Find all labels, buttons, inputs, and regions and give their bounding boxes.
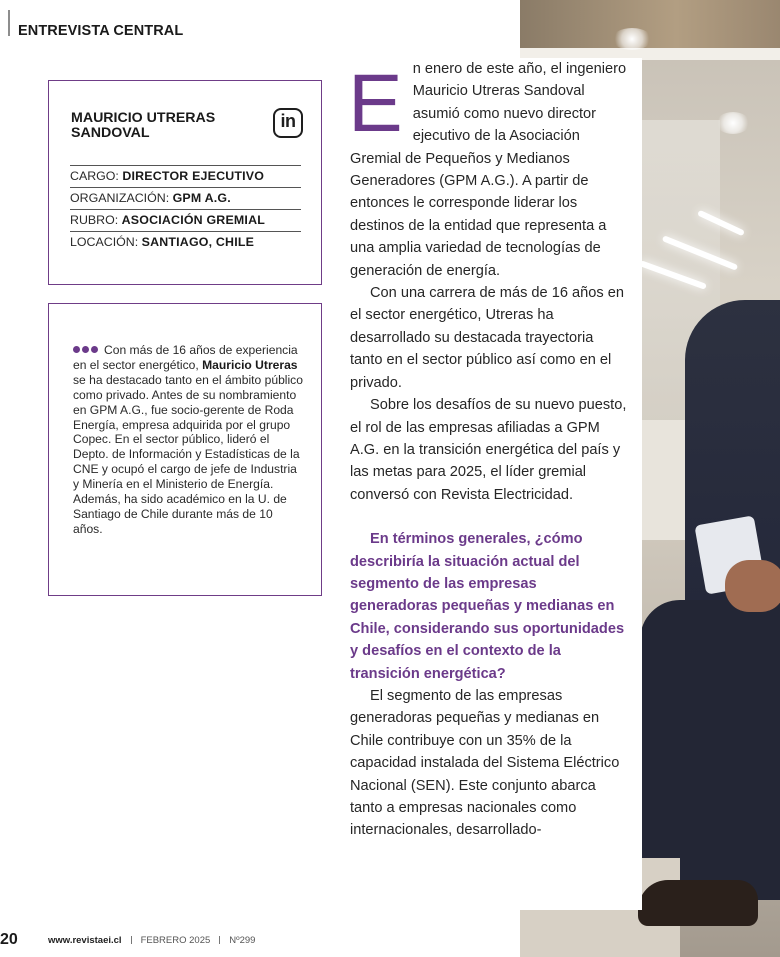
profile-row-cargo: [70, 166, 301, 188]
article-paragraph: Con una carrera de más de 16 años en el sector energético, Utreras ha desarrollado su destacada trayectoria tanto en el sector público así como en el privado.: [350, 285, 624, 391]
profile-label: RUBRO:: [70, 213, 119, 227]
footer-divider: [131, 936, 132, 944]
profile-details: [70, 165, 301, 254]
interview-question: [350, 528, 628, 685]
footer-issue: Nº299: [229, 935, 256, 946]
bio-text: [73, 342, 305, 537]
section-rule: [8, 10, 10, 36]
profile-row-locacion: [70, 232, 301, 254]
article-column: [336, 58, 642, 910]
bio-rest: se ha destacado tanto en el ámbito público como privado. Antes de su nombramiento en GPM A.G., fue socio-gerente de Roda Energía, empresa adquirida por el grupo Copec. En el sector público, lideró el Depto. de Información y Estadísticas de la CNE y ocupó el cargo de jefe de Industria y Minería en el Ministerio de Energía. Además, ha sido académico en la U. de Santiago de Chile durante más de 10 años.: [73, 372, 303, 536]
question-text: En términos generales, ¿cómo describiría la situación actual del segmento de las empresas generadoras pequeñas y medianas en Chile, considerando sus oportunidades y desafíos en el contexto de la transición energética?: [350, 531, 625, 682]
profile-value: SANTIAGO, CHILE: [141, 235, 255, 249]
profile-row-rubro: [70, 210, 301, 232]
footer: [48, 935, 255, 946]
profile-label: LOCACIÓN:: [70, 235, 139, 249]
linkedin-icon[interactable]: [273, 108, 303, 138]
profile-name: MAURICIO UTRERAS SANDOVAL: [71, 110, 216, 141]
interview-answer: El segmento de las empresas generadoras pequeñas y medianas en Chile contribuye con un 35% de la capacidad instalada del Sistema Eléctrico Nacional (SEN). Este conjunto abarca tanto a empresas nacionales como internacionales, desarrollado-: [350, 687, 620, 839]
profile-value: ASOCIACIÓN GREMIAL: [121, 213, 265, 227]
profile-label: CARGO:: [70, 169, 119, 183]
profile-value: DIRECTOR EJECUTIVO: [122, 169, 265, 183]
article-paragraph: n enero de este año, el ingeniero Mauricio Utreras Sandoval asumió como nuevo director ejecutivo de la Asociación Gremial de Pequeños y Medianos Generadores (GPM A.G.). A partir de entonces le corresponde liderar los destinos de la entidad que representa a una amplia variedad de tecnologías de generación de energía.: [350, 61, 627, 279]
profile-value: GPM A.G.: [172, 191, 231, 205]
article-body: [350, 58, 628, 842]
bio-intro: Con más de 16 años de experiencia en el sector energético,: [73, 343, 298, 372]
profile-card: [48, 80, 322, 285]
profile-row-organizacion: [70, 188, 301, 210]
footer-divider: [219, 936, 220, 944]
section-title: ENTREVISTA CENTRAL: [18, 23, 184, 39]
linkedin-glyph: in: [280, 111, 296, 131]
drop-cap: E: [348, 58, 403, 149]
bio-name: Mauricio Utreras: [202, 357, 298, 372]
footer-date: FEBRERO 2025: [140, 935, 211, 946]
page-number: 20: [0, 931, 18, 948]
bio-box: [48, 303, 322, 596]
footer-url[interactable]: www.revistaei.cl: [48, 935, 122, 946]
profile-label: ORGANIZACIÓN:: [70, 191, 170, 205]
bullet-dots-icon: [73, 342, 100, 357]
article-paragraph: Sobre los desafíos de su nuevo puesto, el rol de las empresas afiliadas a GPM A.G. en la transición energética del país y las metas para 2025, el líder gremial conversó con Revista Electricidad.: [350, 397, 627, 503]
